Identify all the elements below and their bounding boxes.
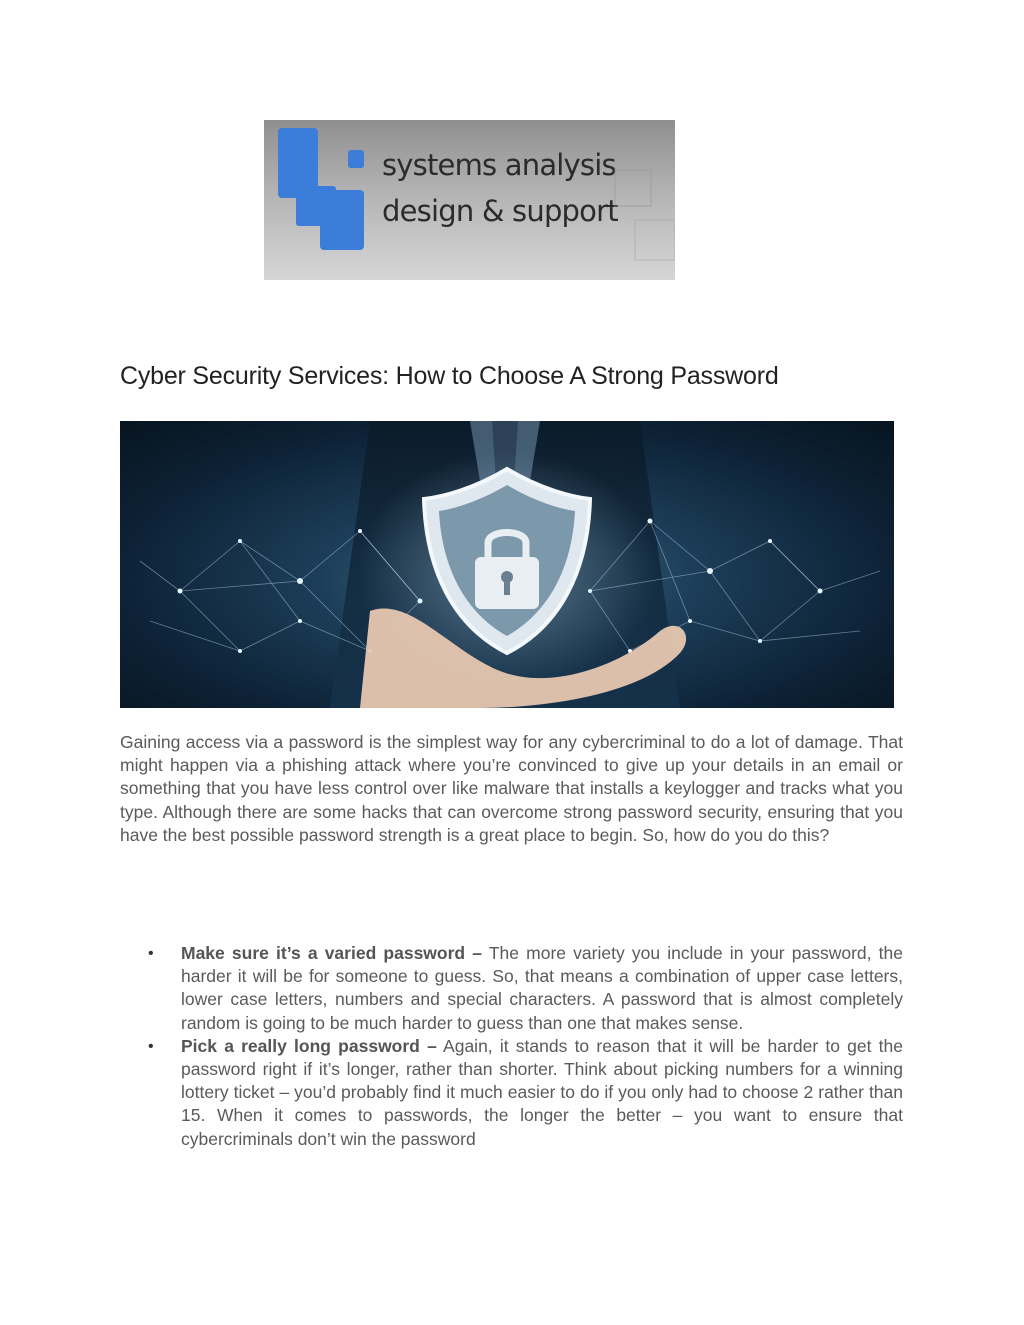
page-title: Cyber Security Services: How to Choose A Strong Password [120,362,779,390]
tip-body: The more variety you include in your password, the harder it will be for someone to guess. So, that means a combination of upper case letters, lower case letters, numbers and special characters. A password that is almost completely random is going to be much harder to guess than one that makes sense. [181,943,904,1033]
tips-list [120,942,903,1151]
logo-decoration [595,160,675,280]
tip-heading: Pick a really long password – [181,1035,437,1056]
logo-wordmark [382,142,618,234]
tip-heading: Make sure it’s a varied password – [181,943,482,963]
list-item [120,1035,903,1151]
logo-line-1: systems analysis [382,148,616,182]
logo-mark-icon [278,128,368,253]
logo-line-2: design & support [382,194,618,228]
tip-body: Again, it stands to reason that it will be harder to get the password right if it’s longer, rather than shorter. Think about picking numbers for a winning lottery ticket – you’d probably find it much easier to do if you only had to choose 2 rather than 15. When it comes to passwords, the longer the better – you want to ensure that cybercriminals don’t win the password [181,1035,903,1149]
bullet-icon: • [148,945,154,962]
bullet-icon: • [148,1037,154,1055]
hero-illustration [120,421,894,708]
list-item [120,942,903,1035]
hero-image [120,421,894,708]
company-logo [264,120,675,280]
intro-paragraph: Gaining access via a password is the simplest way for any cybercriminal to do a lot of damage. That might happen via a phishing attack where you’re convinced to give up your details in an email or something that you have less control over like malware that installs a keylogger and tracks what you type. Although there are some hacks that can overcome strong password security, ensuring that you have the best possible password strength is a great place to begin. So, how do you do this? [120,732,903,845]
